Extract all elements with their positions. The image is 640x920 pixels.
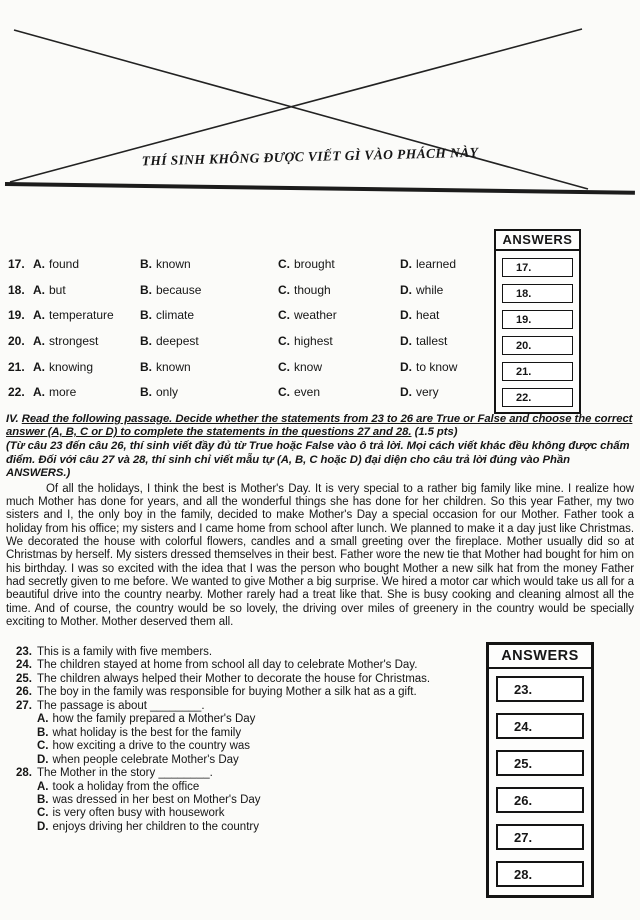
answer-slot-label: 20.: [516, 339, 532, 352]
option-text: strongest: [49, 333, 99, 348]
question-28: [16, 767, 484, 780]
question-28-option-b: [37, 794, 484, 807]
answer-slot-label: 21.: [516, 365, 532, 378]
section-4-heading: [6, 413, 634, 439]
question-row-20: [8, 328, 486, 354]
option-text: learned: [416, 256, 457, 271]
question-27-option-a: [37, 713, 484, 726]
option-text: known: [156, 256, 191, 271]
question-number: 25.: [16, 672, 32, 685]
option-text: because: [156, 282, 202, 297]
question-text: The boy in the family was responsible for buying Mother a silk hat as a gift.: [37, 686, 417, 699]
answer-slot-label: 22.: [516, 391, 532, 404]
question-number: 21.: [8, 359, 25, 374]
question-28-option-d: [37, 821, 484, 834]
section-points: (1.5 pts): [414, 426, 458, 439]
option-d: [400, 283, 486, 297]
option-letter: C.: [278, 282, 290, 297]
question-26: [16, 686, 484, 699]
answers-box-17-22: [494, 229, 581, 414]
answer-slots: [489, 669, 591, 894]
option-letter: C.: [278, 256, 290, 271]
question-number: 17.: [8, 256, 25, 271]
option-a: [33, 308, 140, 322]
question-row-19: [8, 302, 486, 328]
option-c: [278, 360, 400, 374]
option-text: climate: [156, 308, 195, 323]
answer-slot-label: 23.: [514, 681, 533, 697]
question-number: 20.: [8, 333, 25, 348]
option-c: [278, 385, 400, 399]
answers-box-title: ANSWERS: [489, 645, 591, 669]
option-text: deepest: [156, 333, 199, 348]
option-text: highest: [294, 333, 333, 348]
phach-notice-text: THÍ SINH KHÔNG ĐƯỢC VIẾT GÌ VÀO PHÁCH NÀY: [141, 144, 479, 169]
answer-slots: [496, 251, 579, 414]
question-28-option-a: [37, 781, 484, 794]
question-number: 18.: [8, 282, 25, 297]
question-text: The Mother in the story ________.: [37, 767, 213, 780]
answer-slot-label: 26.: [514, 792, 533, 808]
option-text: more: [49, 385, 77, 400]
option-letter: B.: [140, 308, 152, 323]
section-instructions-vi: (Từ câu 23 đến câu 26, thí sinh viết đầy đủ từ True hoặc False vào ô trả lời. Mọi cách viết khác đều không được chấm điểm. Đối với câu 27 và 28, thí sinh chỉ viết mẫu tự (A, B, C hoặc D) đại diện cho câu trả lời đúng vào Phần ANSWERS.): [6, 440, 630, 480]
option-text: took a holiday from the office: [52, 780, 200, 793]
option-letter: D.: [37, 753, 49, 766]
option-c: [278, 308, 400, 322]
question-number: 23.: [16, 646, 32, 658]
option-b: [140, 385, 278, 399]
answer-slot-label: 18.: [516, 287, 532, 300]
option-letter: D.: [400, 256, 412, 271]
question-28-option-c: [37, 807, 484, 820]
option-letter: B.: [37, 726, 49, 739]
option-letter: C.: [278, 333, 290, 348]
option-b: [140, 308, 278, 322]
answer-slot-label: 28.: [514, 866, 533, 882]
question-27-option-c: [37, 740, 484, 753]
question-text: The passage is about ________.: [37, 699, 205, 712]
mc-questions-17-22: [8, 251, 486, 405]
answer-slot-label: 17.: [516, 261, 532, 274]
option-c: [278, 257, 400, 271]
option-d: [400, 334, 486, 348]
option-letter: C.: [278, 359, 290, 374]
option-text: was dressed in her best on Mother's Day: [52, 793, 261, 806]
option-letter: B.: [140, 282, 152, 297]
question-number: 28.: [16, 767, 32, 780]
option-letter: D.: [400, 359, 412, 374]
option-d: [400, 360, 486, 374]
answer-slot-26: [496, 787, 584, 813]
option-text: even: [294, 385, 321, 400]
answers-box-title: ANSWERS: [496, 231, 579, 251]
option-b: [140, 360, 278, 374]
option-letter: D.: [400, 308, 412, 323]
option-a: [33, 334, 140, 348]
option-a: [33, 257, 140, 271]
option-text: while: [416, 282, 444, 297]
option-letter: C.: [37, 807, 49, 820]
option-letter: A.: [37, 713, 49, 726]
question-row-18: [8, 277, 486, 303]
answer-slot-27: [496, 824, 584, 850]
option-d: [400, 385, 486, 399]
section-4: [6, 413, 634, 629]
option-text: is very often busy with housework: [52, 807, 225, 820]
option-d: [400, 308, 486, 322]
option-text: only: [156, 385, 179, 400]
option-text: heat: [416, 308, 440, 323]
option-text: but: [49, 282, 66, 297]
answer-slot-18: [502, 284, 573, 303]
option-b: [140, 334, 278, 348]
questions-23-28: [16, 646, 484, 834]
answer-slot-24: [496, 713, 584, 739]
option-text: though: [294, 282, 331, 297]
option-letter: B.: [37, 793, 49, 806]
reading-passage: Of all the holidays, I think the best is Mother's Day. It is very special to a rather big family like mine. I realize how much Mother has done for years, and all the wonderful things she has done for her children. So this year Father, my two sisters and I, the only boy in the family, decided to make Mother's Day a special occasion for our Mother. Father took a holiday from his office; my sisters and I came home from school after lunch. We planned to make it a day just like Christmas. We decorated the house with colorful flowers, candles and a small greeting over the fireplace. Mother usually did so at Christmas by herself. My sisters dressed themselves in their best. Father wore the new tie that Mother had bought for him on his birthday. I was so excited with the idea that I was the person who bought Mother a new silk hat from the money Father had secretly given to me before. We wanted to give Mother a big surprise. We hired a motor car which would take us all for a beautiful drive into the country nearby. Mother rarely had a treat like that. She is busy cooking and cleaning almost all the time. And of course, the country would be so lovely, the driving over miles of greenery in the country would be specially exciting to Mother. Mother deserved them all.: [6, 482, 634, 629]
option-text: weather: [294, 308, 337, 323]
option-a: [33, 360, 140, 374]
question-text: The children always helped their Mother to decorate the house for Christmas.: [37, 672, 431, 685]
option-c: [278, 283, 400, 297]
option-letter: A.: [33, 308, 45, 323]
option-text: brought: [294, 256, 335, 271]
option-letter: D.: [400, 333, 412, 348]
question-25: [16, 673, 484, 686]
option-letter: A.: [33, 333, 45, 348]
option-text: how exciting a drive to the country was: [52, 740, 251, 753]
question-row-21: [8, 354, 486, 380]
answer-slot-28: [496, 861, 584, 887]
question-27: [16, 700, 484, 713]
option-a: [33, 385, 140, 399]
option-text: what holiday is the best for the family: [52, 726, 242, 739]
option-letter: A.: [33, 359, 45, 374]
option-a: [33, 283, 140, 297]
option-d: [400, 257, 486, 271]
option-text: when people celebrate Mother's Day: [52, 753, 239, 766]
option-letter: D.: [400, 282, 412, 297]
question-27-option-d: [37, 754, 484, 767]
answers-box-23-28: [486, 642, 594, 898]
question-number: 22.: [8, 385, 25, 400]
answer-slot-25: [496, 750, 584, 776]
question-row-22: [8, 379, 486, 405]
option-b: [140, 257, 278, 271]
question-23: [16, 646, 484, 659]
question-27-option-b: [37, 727, 484, 740]
option-letter: B.: [140, 333, 152, 348]
option-c: [278, 334, 400, 348]
answer-slot-22: [502, 388, 573, 407]
option-b: [140, 283, 278, 297]
option-text: enjoys driving her children to the country: [52, 820, 259, 833]
answer-slot-label: 24.: [514, 718, 533, 734]
answer-slot-label: 19.: [516, 313, 532, 326]
option-text: to know: [416, 359, 458, 374]
option-text: knowing: [49, 359, 94, 374]
option-text: very: [416, 385, 439, 400]
answer-slot-label: 25.: [514, 755, 533, 771]
question-number: 27.: [16, 699, 32, 712]
option-text: known: [156, 359, 191, 374]
answer-slot-label: 27.: [514, 829, 533, 845]
option-letter: B.: [140, 256, 152, 271]
answer-slot-19: [502, 310, 573, 329]
section-number: IV.: [6, 413, 19, 425]
option-letter: A.: [33, 282, 45, 297]
option-letter: D.: [37, 820, 49, 833]
question-text: This is a family with five members.: [37, 646, 213, 658]
option-letter: C.: [37, 740, 49, 753]
option-letter: C.: [278, 308, 290, 323]
option-text: how the family prepared a Mother's Day: [52, 713, 256, 726]
option-text: temperature: [49, 308, 114, 323]
answer-slot-21: [502, 362, 573, 381]
option-letter: B.: [140, 385, 152, 400]
answer-slot-17: [502, 258, 573, 277]
option-letter: A.: [37, 780, 49, 793]
section-instructions-en: Read the following passage. Decide whether the statements from 23 to 26 are True or False and choose the correct answer (A, B, C or D) to complete the statements in the questions 27 and 28.: [6, 413, 633, 439]
question-number: 24.: [16, 659, 32, 672]
option-letter: B.: [140, 359, 152, 374]
answer-slot-23: [496, 676, 584, 702]
option-letter: A.: [33, 385, 45, 400]
option-text: know: [294, 359, 323, 374]
question-text: The children stayed at home from school all day to celebrate Mother's Day.: [37, 659, 418, 672]
option-letter: C.: [278, 385, 290, 400]
question-24: [16, 659, 484, 672]
option-text: tallest: [416, 333, 448, 348]
option-letter: A.: [33, 256, 45, 271]
question-number: 26.: [16, 686, 32, 699]
option-letter: D.: [400, 385, 412, 400]
question-number: 19.: [8, 308, 25, 323]
question-row-17: [8, 251, 486, 277]
option-text: found: [49, 256, 80, 271]
answer-slot-20: [502, 336, 573, 355]
